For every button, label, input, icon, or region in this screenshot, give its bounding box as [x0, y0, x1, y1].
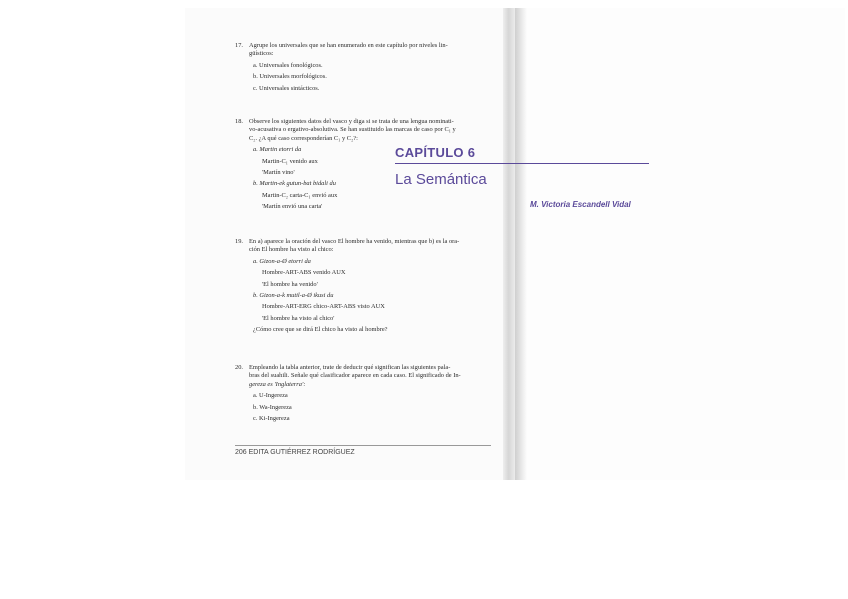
chapter-label: CAPÍTULO 6: [395, 145, 476, 160]
chapter-author: M. Victoria Escandell Vidal: [530, 200, 631, 209]
exercise-text: Empleando la tabla anterior, trate de deducir qué significan las siguientes pala-: [249, 364, 451, 371]
exercise-text: güísticos:: [249, 50, 274, 58]
left-page: [185, 8, 507, 480]
exercise-item: 'El hombre ha visto al chico': [262, 314, 335, 322]
exercise-20: [235, 364, 497, 423]
exercise-item: a. Universales fonológicos.: [253, 61, 323, 69]
exercise-item: b. Wa-Ingereza: [253, 403, 292, 411]
chapter-title: La Semántica: [395, 171, 487, 188]
right-page: [515, 8, 845, 480]
exercise-item: a. Martin etorri da: [253, 146, 302, 154]
exercise-item: c. Universales sintácticos.: [253, 84, 320, 92]
exercise-item: b. Gizon-a-k mutil-a-Ø ikusi du: [253, 292, 334, 300]
exercise-17: [235, 42, 497, 93]
exercise-item: c. Ki-Ingereza: [253, 415, 290, 423]
exercise-item: 'El hombre ha venido': [262, 280, 318, 288]
exercise-item: Martin-C₂ carta-C₁ envió aux: [262, 191, 338, 199]
exercise-text: En a) aparece la oración del vasco El hombre ha venido, mientras que b) es la ora-: [249, 238, 460, 245]
footer-rule: [235, 445, 491, 446]
exercise-text: bras del suahili. Señale qué clasificador aparece en cada caso. El significado de In-: [249, 372, 461, 380]
chapter-rule: [395, 163, 649, 164]
exercise-item: a. U-Ingereza: [253, 392, 288, 400]
exercise-item: b. Martin-ek gutun-bat bidali du: [253, 180, 336, 188]
exercise-number: 17.: [235, 42, 243, 49]
exercise-item: b. Universales morfológicos.: [253, 73, 327, 81]
exercise-number: 18.: [235, 118, 243, 125]
exercise-item: 'Martín vino': [262, 169, 295, 177]
exercise-number: 20.: [235, 364, 243, 371]
book-spread: [185, 8, 848, 480]
page-footer: 206 EDITA GUTIÉRREZ RODRÍGUEZ: [235, 449, 355, 456]
exercise-text: ción El hombre ha visto al chico:: [249, 246, 334, 254]
exercise-text: C₂. ¿A qué caso corresponderían C₁ y C₂?:: [249, 134, 358, 142]
exercise-item: 'Martín envió una carta': [262, 203, 323, 211]
exercise-text: vo-acusativa o ergativo-absolutiva. Se han sustituido las marcas de caso por C₁ y: [249, 126, 456, 134]
exercise-text: Observe los siguientes datos del vasco y diga si se trata de una lengua nominati-: [249, 118, 454, 125]
exercise-question: ¿Cómo cree que se dirá El chico ha visto al hombre?: [253, 326, 388, 334]
exercise-item: a. Gizon-a-Ø etorri da: [253, 257, 311, 265]
exercise-text: gereza es 'Inglaterra':: [249, 380, 306, 388]
exercise-18: [235, 118, 497, 212]
exercise-item: Hombre-ART-ABS venido AUX: [262, 269, 346, 277]
exercise-item: Hombre-ART-ERG chico-ART-ABS visto AUX: [262, 303, 385, 311]
fold-shadow: [515, 8, 527, 480]
exercise-text: Agrupe los universales que se han enumerado en este capítulo por niveles lin-: [249, 42, 448, 49]
exercise-item: Martin-C₁ venido aux: [262, 157, 318, 165]
exercise-19: [235, 238, 497, 335]
exercise-number: 19.: [235, 238, 243, 245]
